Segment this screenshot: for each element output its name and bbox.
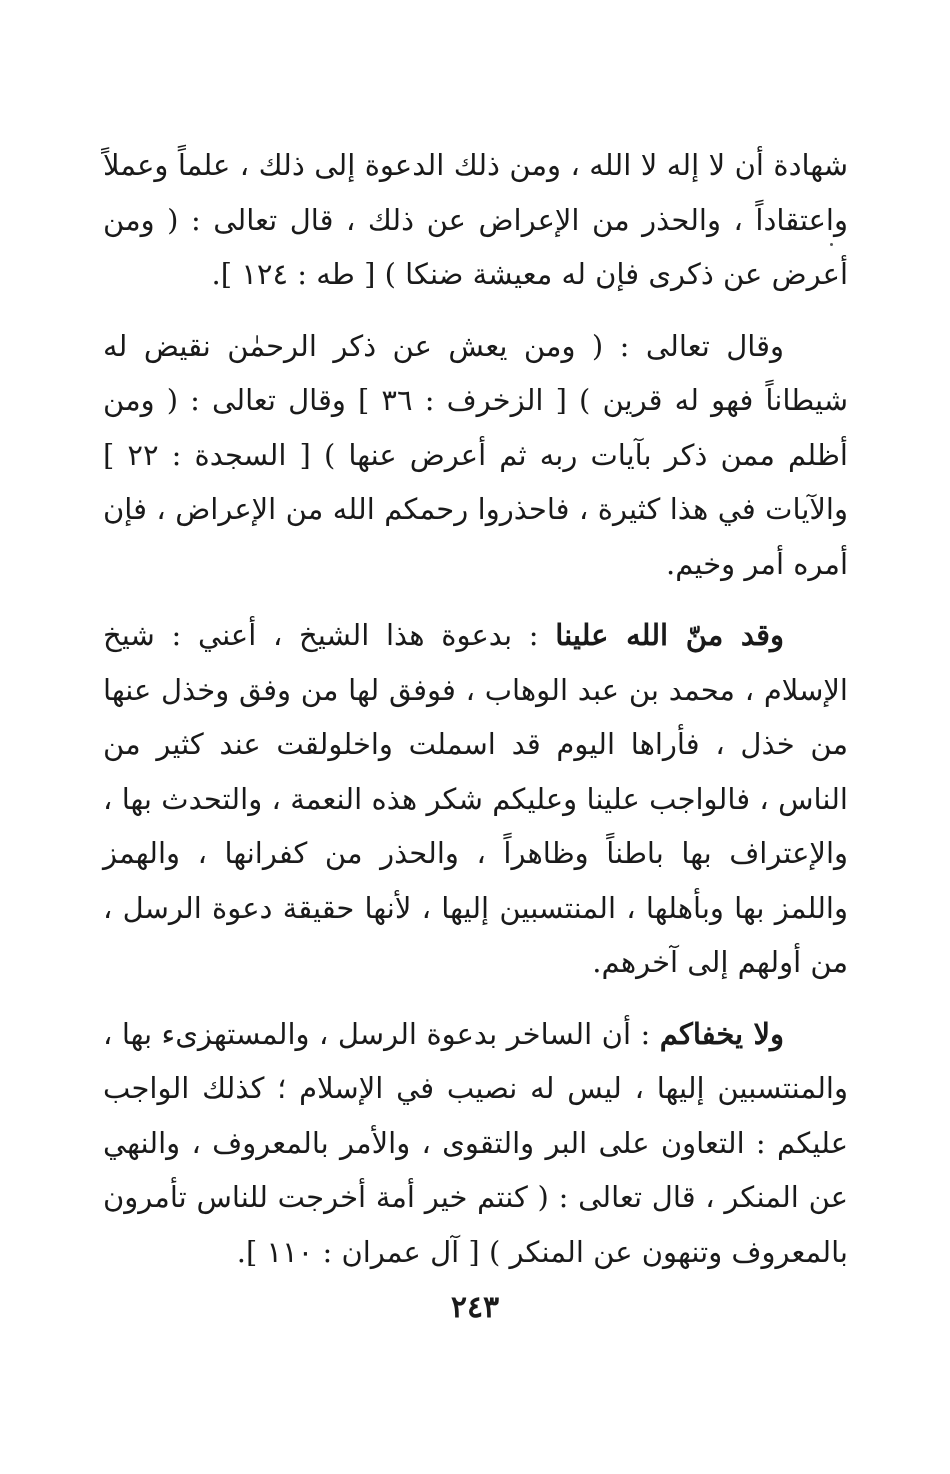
- paragraph-4-text: : أن الساخر بدعوة الرسل ، والمستهزىء بها ، والمنتسبين إليها ، ليس له نصيب في الإسلام ؛ كذلك الواجب عليكم : التعاون على البر والتقوى ، والأمر بالمعروف ، والنهي عن المنكر ، قال تعالى : ( كنتم خير أمة أخرجت للناس تأمرون بالمعروف وتنهون عن المنكر ) [ آل عمران : ١١٠ ].: [103, 1016, 848, 1269]
- paragraph-3-text: : بدعوة هذا الشيخ ، أعني : شيخ الإسلام ، محمد بن عبد الوهاب ، فوفق لها من وفق وخذل عنها من خذل ، فأراها اليوم قد اسملت واخلولقت عند كثير من الناس ، فالواجب علينا وعليكم شكر هذه النعمة ، والتحدث بها ، والإعتراف بها باطناً وظاهراً ، والحذر من كفرانها ، والهمز واللمز بها وبأهلها ، المنتسبين إليها ، لأنها حقيقة دعوة الرسل ، من أولهم إلى آخرهم.: [103, 618, 848, 979]
- paragraph-4: [103, 1007, 848, 1280]
- paragraph-3-lead: وقد منّ الله علينا: [555, 618, 784, 652]
- page-number: ٢٤٣: [450, 1290, 500, 1325]
- paragraph-4-lead: ولا يخفاكم: [659, 1016, 785, 1051]
- page-body: [103, 138, 848, 1296]
- paragraph-2: [103, 319, 848, 592]
- paragraph-1: [103, 138, 848, 302]
- paragraph-2-text: وقال تعالى : ( ومن يعش عن ذكر الرحمٰن نقيض له شيطاناً فهو له قرين ) [ الزخرف : ٣٦ ] وقال تعالى : ( ومن أظلم ممن ذكر بآيات ربه ثم أعرض عنها ) [ السجدة : ٢٢ ] والآيات في هذا كثيرة ، فاحذروا رحمكم الله من الإعراض ، فإن أمره أمر وخيم.: [103, 328, 849, 581]
- paragraph-1-text: شهادة أن لا إله لا الله ، ومن ذلك الدعوة إلى ذلك ، علماً وعملاً واعتقاداً ، والحذر من الإعراض عن ذلك ، قال تعالى : ( ومن أعرض عن ذكرى فإن له معيشة ضنكا ) [ طه : ١٢٤ ].: [103, 148, 848, 291]
- scan-speck: [830, 243, 833, 246]
- paragraph-3: [103, 608, 848, 990]
